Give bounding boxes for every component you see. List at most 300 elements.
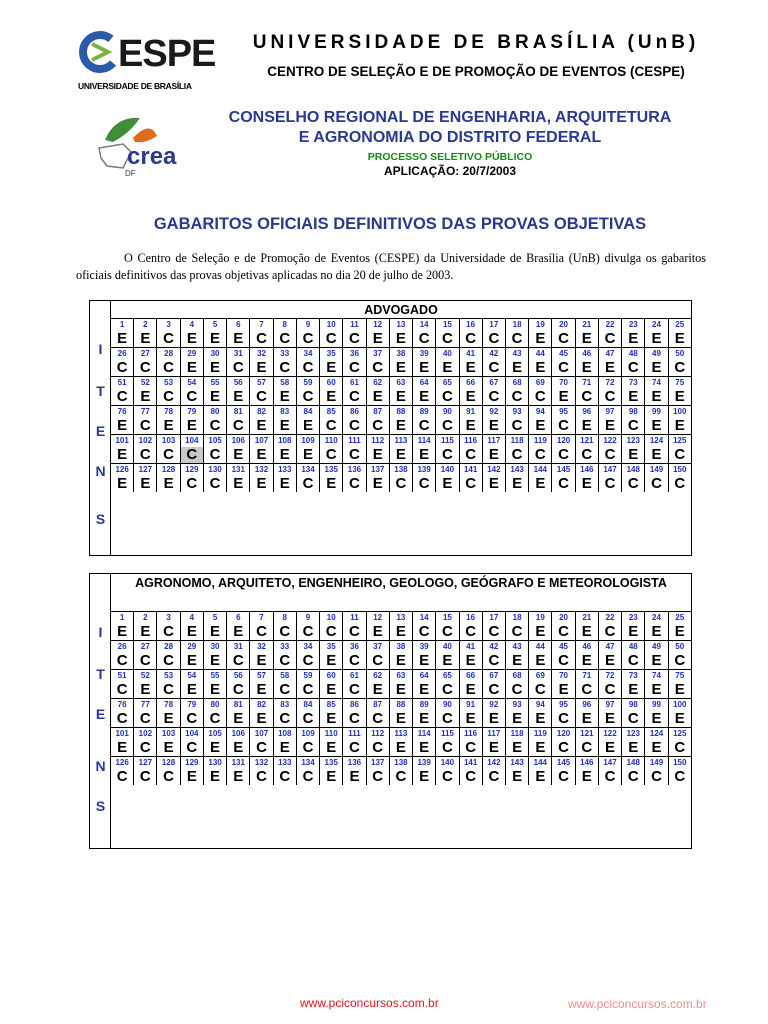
item-number: 100 — [673, 407, 687, 416]
answer-table-body — [111, 574, 691, 848]
item-number: 91 — [460, 699, 483, 711]
answer-cell: E — [674, 330, 685, 347]
item-number: 139 — [413, 464, 436, 476]
item-number: 51 — [111, 670, 134, 682]
footer-link-watermark[interactable]: www.pciconcursos.com.br — [568, 997, 707, 1011]
org-title — [190, 108, 710, 148]
item-number: 125 — [673, 436, 687, 445]
item-number: 40 — [436, 641, 459, 653]
answer-cell: C — [157, 624, 180, 640]
answer-cell: C — [483, 624, 506, 640]
crea-logo-mark — [95, 108, 195, 180]
item-number: 13 — [390, 319, 413, 331]
item-number: 145 — [552, 757, 575, 769]
item-number: 94 — [529, 699, 552, 711]
item-number: 55 — [204, 377, 227, 389]
answer-row — [111, 360, 691, 377]
answer-cell: C — [483, 682, 506, 698]
item-number: 23 — [622, 319, 645, 331]
item-number: 138 — [390, 464, 413, 476]
item-number: 24 — [645, 612, 668, 624]
item-number: 57 — [250, 670, 273, 682]
answer-cell: E — [436, 360, 459, 376]
item-number: 116 — [460, 435, 483, 447]
item-number: 12 — [367, 319, 390, 331]
item-number: 137 — [367, 757, 390, 769]
answer-cell: C — [250, 331, 273, 347]
crea-logo — [95, 108, 195, 180]
answer-cell: E — [227, 711, 250, 727]
answer-cell: C — [227, 360, 250, 376]
item-number: 70 — [552, 670, 575, 682]
item-number: 18 — [506, 612, 529, 624]
answer-cell: E — [506, 711, 529, 727]
item-number: 68 — [506, 670, 529, 682]
answer-cell: E — [529, 418, 552, 434]
answer-cell: C — [157, 769, 180, 785]
item-number: 131 — [227, 464, 250, 476]
answer-row — [111, 682, 691, 699]
item-number: 55 — [204, 670, 227, 682]
answer-cell: E — [204, 769, 227, 785]
answer-cell: C — [529, 389, 552, 405]
answer-cell: E — [390, 331, 413, 347]
answer-cell: E — [674, 417, 685, 434]
answer-cell: C — [157, 653, 180, 669]
answer-cell: E — [645, 653, 668, 669]
item-number: 98 — [622, 406, 645, 418]
answer-cell: C — [111, 711, 134, 727]
item-number: 141 — [460, 757, 483, 769]
answer-cell: C — [181, 447, 204, 463]
svg-text:crea: crea — [127, 143, 177, 170]
item-number: 82 — [250, 699, 273, 711]
answer-cell: E — [320, 682, 343, 698]
item-number: 102 — [134, 435, 157, 447]
answer-cell: C — [506, 447, 529, 463]
answer-cell: E — [297, 418, 320, 434]
item-number: 48 — [622, 641, 645, 653]
answer-cell: C — [297, 769, 320, 785]
item-number: 30 — [204, 348, 227, 360]
item-number: 37 — [367, 348, 390, 360]
itens-letter: S — [95, 798, 106, 814]
svg-text:ESPE: ESPE — [118, 33, 216, 75]
answer-cell: E — [227, 447, 250, 463]
item-number: 30 — [204, 641, 227, 653]
item-number: 71 — [576, 670, 599, 682]
item-number: 147 — [599, 757, 622, 769]
answer-cell: E — [157, 740, 180, 756]
item-number: 142 — [483, 464, 506, 476]
item-number: 70 — [552, 377, 575, 389]
item-number: 114 — [413, 728, 436, 740]
answer-cell: E — [529, 360, 552, 376]
answer-cell: C — [506, 682, 529, 698]
item-number: 86 — [343, 699, 366, 711]
item-number: 68 — [506, 377, 529, 389]
answer-cell: C — [622, 476, 645, 492]
item-number: 43 — [506, 348, 529, 360]
answer-cell: C — [436, 711, 459, 727]
item-number: 136 — [343, 757, 366, 769]
intro-paragraph: O Centro de Seleção e de Promoção de Eventos (CESPE) da Universidade de Brasília (UnB) divulga os gabaritos oficiais definitivos das provas objetivas aplicadas no dia 20 de julho de 2003. — [76, 251, 706, 282]
answer-cell: E — [460, 682, 483, 698]
item-number: 45 — [552, 348, 575, 360]
item-number: 136 — [343, 464, 366, 476]
answer-row — [111, 769, 691, 785]
item-number: 13 — [390, 612, 413, 624]
answer-cell: E — [483, 711, 506, 727]
item-number: 43 — [506, 641, 529, 653]
answer-cell: E — [157, 711, 180, 727]
answer-cell: E — [367, 476, 390, 492]
itens-letter: I — [98, 341, 103, 357]
answer-cell: C — [204, 476, 227, 492]
answer-cell: C — [367, 360, 390, 376]
answer-cell: E — [134, 331, 157, 347]
item-number: 144 — [529, 757, 552, 769]
answer-cell: E — [576, 624, 599, 640]
item-number: 9 — [297, 612, 320, 624]
answer-cell: C — [599, 769, 622, 785]
processo-label: PROCESSO SELETIVO PÚBLICO — [367, 151, 533, 163]
item-number: 124 — [645, 435, 668, 447]
item-number: 32 — [250, 641, 273, 653]
item-number: 25 — [675, 320, 685, 329]
answer-cell: C — [599, 389, 622, 405]
answer-cell: E — [367, 331, 390, 347]
answer-cell: C — [552, 769, 575, 785]
answer-cell: E — [599, 740, 622, 756]
answer-cell: E — [181, 360, 204, 376]
item-number: 26 — [111, 641, 134, 653]
item-number: 118 — [506, 728, 529, 740]
item-number: 60 — [320, 670, 343, 682]
answer-cell: C — [111, 389, 134, 405]
item-number: 38 — [390, 348, 413, 360]
answer-cell: E — [204, 360, 227, 376]
item-number: 146 — [576, 757, 599, 769]
cespe-logo — [78, 30, 216, 91]
item-number: 63 — [390, 670, 413, 682]
answer-cell: E — [529, 711, 552, 727]
itens-letter: N — [95, 758, 106, 774]
answer-cell: C — [204, 711, 227, 727]
answer-cell: E — [390, 360, 413, 376]
answer-cell: C — [297, 331, 320, 347]
itens-letter: T — [96, 383, 105, 399]
answer-cell: C — [436, 447, 459, 463]
item-number: 149 — [645, 464, 668, 476]
answer-cell: C — [157, 331, 180, 347]
item-number: 105 — [204, 435, 227, 447]
item-number: 74 — [645, 670, 668, 682]
item-number: 84 — [297, 406, 320, 418]
answer-cell: E — [506, 476, 529, 492]
answer-cell: C — [204, 447, 227, 463]
item-number: 104 — [181, 435, 204, 447]
item-number: 22 — [599, 319, 622, 331]
answer-cell: C — [622, 653, 645, 669]
answer-cell: E — [645, 711, 668, 727]
answer-cell: E — [576, 711, 599, 727]
item-number: 3 — [157, 612, 180, 624]
item-number: 69 — [529, 670, 552, 682]
item-number: 129 — [181, 757, 204, 769]
answer-cell: E — [576, 769, 599, 785]
answer-cell: E — [436, 476, 459, 492]
answer-cell: E — [599, 418, 622, 434]
answer-cell: E — [157, 476, 180, 492]
answer-cell: E — [367, 389, 390, 405]
answer-cell: C — [274, 360, 297, 376]
answer-table-advogado — [89, 300, 692, 556]
item-number: 87 — [367, 699, 390, 711]
answer-cell: C — [343, 711, 366, 727]
item-number: 149 — [645, 757, 668, 769]
answer-cell: E — [227, 769, 250, 785]
item-number: 111 — [343, 435, 366, 447]
item-number: 138 — [390, 757, 413, 769]
item-number: 15 — [436, 319, 459, 331]
answer-cell: E — [576, 418, 599, 434]
item-number: 87 — [367, 406, 390, 418]
answer-cell: C — [506, 331, 529, 347]
item-number: 31 — [227, 641, 250, 653]
item-number: 56 — [227, 377, 250, 389]
answer-cell: E — [576, 653, 599, 669]
org-title-line2: E AGRONOMIA DO DISTRITO FEDERAL — [298, 129, 602, 146]
answer-cell: E — [390, 682, 413, 698]
item-number: 44 — [529, 348, 552, 360]
item-number: 135 — [320, 464, 343, 476]
item-number: 61 — [343, 377, 366, 389]
item-number: 42 — [483, 348, 506, 360]
answer-cell: C — [343, 331, 366, 347]
answer-cell: E — [529, 740, 552, 756]
answer-cell: C — [436, 389, 459, 405]
item-number: 76 — [111, 699, 134, 711]
itens-letter: I — [98, 624, 103, 640]
answer-cell: E — [181, 418, 204, 434]
answer-cell: E — [413, 389, 436, 405]
answer-cell: E — [413, 711, 436, 727]
answer-cell: E — [413, 682, 436, 698]
answer-cell: E — [552, 682, 575, 698]
answer-cell: C — [552, 331, 575, 347]
answer-cell: E — [529, 476, 552, 492]
item-number: 118 — [506, 435, 529, 447]
answer-cell: E — [274, 389, 297, 405]
answer-cell: E — [320, 740, 343, 756]
item-number: 48 — [622, 348, 645, 360]
item-number: 14 — [413, 612, 436, 624]
item-number: 53 — [157, 670, 180, 682]
answer-cell: C — [506, 389, 529, 405]
answer-row — [111, 711, 691, 728]
item-number: 134 — [297, 464, 320, 476]
item-number: 36 — [343, 641, 366, 653]
item-number: 7 — [250, 319, 273, 331]
item-number: 47 — [599, 348, 622, 360]
itens-letter: E — [95, 706, 106, 722]
answer-cell: C — [111, 769, 134, 785]
answer-cell: E — [227, 476, 250, 492]
item-number: 123 — [622, 728, 645, 740]
item-number: 36 — [343, 348, 366, 360]
answer-cell: E — [250, 682, 273, 698]
item-number: 40 — [436, 348, 459, 360]
answer-cell: C — [436, 769, 459, 785]
answer-cell: E — [134, 624, 157, 640]
answer-table-agronomo — [89, 573, 692, 849]
item-number: 33 — [274, 348, 297, 360]
item-number: 144 — [529, 464, 552, 476]
answer-cell: C — [181, 389, 204, 405]
answer-cell: C — [674, 652, 686, 669]
answer-cell: C — [343, 682, 366, 698]
item-number: 65 — [436, 377, 459, 389]
answer-cell: C — [157, 447, 180, 463]
item-number: 109 — [297, 728, 320, 740]
item-number: 66 — [460, 377, 483, 389]
item-number: 49 — [645, 641, 668, 653]
answer-row — [111, 418, 691, 435]
answer-cell: C — [552, 653, 575, 669]
item-number: 32 — [250, 348, 273, 360]
answer-cell: E — [181, 769, 204, 785]
item-number: 29 — [181, 348, 204, 360]
answer-cell: E — [576, 331, 599, 347]
item-number: 128 — [157, 757, 180, 769]
answer-cell: C — [134, 418, 157, 434]
item-number: 103 — [157, 728, 180, 740]
answer-cell: C — [274, 682, 297, 698]
item-number: 88 — [390, 699, 413, 711]
item-number: 50 — [675, 349, 685, 358]
answer-cell: E — [320, 389, 343, 405]
item-number: 109 — [297, 435, 320, 447]
item-number: 52 — [134, 377, 157, 389]
answer-cell: C — [227, 682, 250, 698]
answer-cell: E — [390, 447, 413, 463]
answer-cell: E — [506, 769, 529, 785]
item-number: 73 — [622, 377, 645, 389]
item-number: 125 — [673, 729, 687, 738]
item-number: 26 — [111, 348, 134, 360]
item-number: 126 — [111, 464, 134, 476]
answer-cell: E — [390, 389, 413, 405]
item-number: 77 — [134, 699, 157, 711]
answer-cell: E — [460, 711, 483, 727]
item-number: 57 — [250, 377, 273, 389]
answer-cell: C — [111, 682, 134, 698]
answer-cell: E — [645, 682, 668, 698]
answer-cell: C — [274, 711, 297, 727]
org-title-line1: CONSELHO REGIONAL DE ENGENHARIA, ARQUITETURA — [228, 109, 672, 126]
item-number: 95 — [552, 699, 575, 711]
item-number: 24 — [645, 319, 668, 331]
answer-cell: E — [483, 476, 506, 492]
answer-cell: E — [227, 389, 250, 405]
answer-cell: E — [320, 769, 343, 785]
answer-cell: E — [204, 624, 227, 640]
item-number: 143 — [506, 757, 529, 769]
answer-cell: E — [645, 624, 668, 640]
answer-cell: E — [529, 624, 552, 640]
table-title: AGRONOMO, ARQUITETO, ENGENHEIRO, GEOLOGO, GEÓGRAFO E METEOROLOGISTA — [111, 574, 691, 612]
item-number: 58 — [274, 377, 297, 389]
item-number: 65 — [436, 670, 459, 682]
item-number: 92 — [483, 406, 506, 418]
item-number: 35 — [320, 641, 343, 653]
answer-cell: C — [529, 447, 552, 463]
answer-cell: E — [250, 418, 273, 434]
item-number: 59 — [297, 377, 320, 389]
answer-cell: C — [622, 769, 645, 785]
answer-cell: C — [274, 331, 297, 347]
answer-cell: C — [134, 769, 157, 785]
answer-cell: E — [204, 653, 227, 669]
answer-cell: C — [181, 740, 204, 756]
item-number: 69 — [529, 377, 552, 389]
answer-cell: C — [436, 331, 459, 347]
item-number: 59 — [297, 670, 320, 682]
answer-cell: E — [483, 740, 506, 756]
answer-cell: E — [227, 740, 250, 756]
answer-cell: E — [390, 653, 413, 669]
item-number: 91 — [460, 406, 483, 418]
item-number: 16 — [460, 612, 483, 624]
item-number: 20 — [552, 319, 575, 331]
item-number: 146 — [576, 464, 599, 476]
answer-cell: C — [343, 740, 366, 756]
footer-link-main[interactable]: www.pciconcursos.com.br — [300, 996, 439, 1010]
answer-cell: C — [111, 653, 134, 669]
item-number: 90 — [436, 406, 459, 418]
answer-cell: E — [599, 653, 622, 669]
answer-cell: C — [297, 389, 320, 405]
answer-cell: C — [367, 769, 390, 785]
item-number: 17 — [483, 319, 506, 331]
item-number: 78 — [157, 699, 180, 711]
answer-cell: C — [134, 447, 157, 463]
answer-cell: C — [274, 653, 297, 669]
item-number: 99 — [645, 699, 668, 711]
answer-cell: C — [413, 476, 436, 492]
answer-cell: C — [436, 624, 459, 640]
answer-cell: E — [622, 740, 645, 756]
answer-cell: C — [506, 418, 529, 434]
answer-cell: C — [297, 653, 320, 669]
answer-cell: C — [599, 624, 622, 640]
item-number: 93 — [506, 699, 529, 711]
answer-row — [111, 476, 691, 492]
item-number: 132 — [250, 464, 273, 476]
item-number: 61 — [343, 670, 366, 682]
item-number: 105 — [204, 728, 227, 740]
answer-cell: C — [390, 476, 413, 492]
answer-cell: C — [274, 624, 297, 640]
item-number: 6 — [227, 612, 250, 624]
item-number: 3 — [157, 319, 180, 331]
answer-cell: E — [111, 740, 134, 756]
answer-cell: C — [157, 389, 180, 405]
item-number: 110 — [320, 728, 343, 740]
answer-cell: C — [413, 418, 436, 434]
item-number: 84 — [297, 699, 320, 711]
